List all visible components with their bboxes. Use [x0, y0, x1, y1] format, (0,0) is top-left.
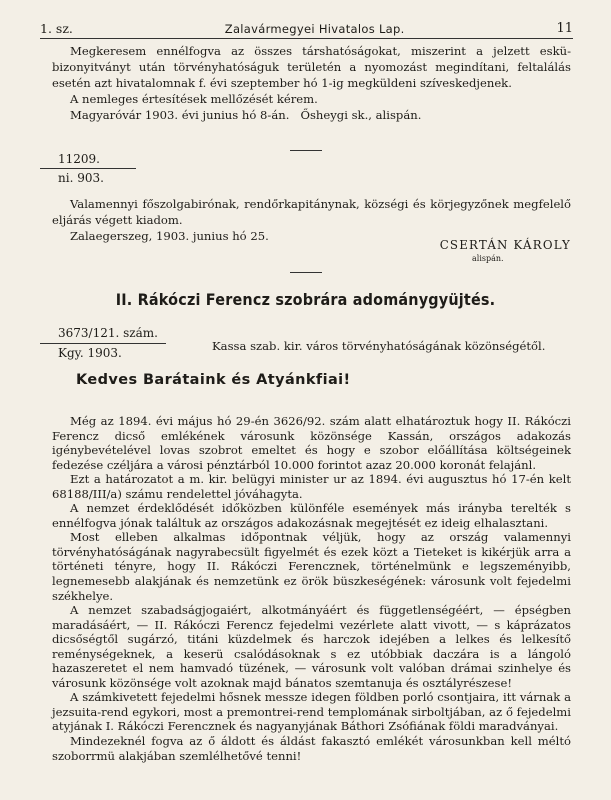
ref-rule — [40, 168, 136, 169]
top-letter-paragraph: A nemleges értesítések mellőzését kérem. — [70, 91, 318, 106]
separator-rule — [290, 272, 322, 273]
signature-title: alispán. — [472, 254, 504, 263]
section-ref-year: Kgy. 1903. — [58, 346, 122, 360]
issue-number: 1. sz. — [40, 21, 73, 36]
separator-rule — [290, 150, 322, 151]
body-paragraph: A nemzet érdeklődését időközben különféle események más irányba terelték s ennélfogva jónak találtuk az országos adakozásnak megejtését ez ideig elhalasztani. — [52, 501, 571, 530]
forward-ref-year: ni. 903. — [58, 171, 104, 185]
body-paragraph: A számkivetett fejedelmi hősnek messze idegen földben porló csontjaira, itt várnak a jezsuita-rend egykori, most a premontrei-rend templomának sirboltjában, az ő fejedelmi atyjának I. Rákóczi Ferencznek és nagyanyjának Báthori Zsófiának földi maradványai. — [52, 690, 571, 734]
ref-rule — [40, 343, 166, 344]
section-ref-number: 3673/121. szám. — [58, 326, 158, 340]
signature-name: CSERTÁN KÁROLY — [439, 238, 571, 252]
forward-note-paragraph: Valamennyi főszolgabirónak, rendőrkapitánynak, községi és körjegyzőnek megfelelő eljárás végett kiadom. — [52, 197, 571, 227]
page-header — [40, 14, 573, 39]
top-letter-paragraph: Megkeresem ennélfogva az összes társhatóságokat, miszerint a jelzett eskü-bizonyitványt után törvényhatóságuk területén a nyomozást megindítani, feltalálás esetén azt hivatalomnak f. évi szeptember hó 1-ig megküldeni szíveskedjenek. — [52, 44, 571, 90]
sender-line: Kassa szab. kir. város törvényhatóságának közönségétől. — [212, 339, 546, 353]
publication-title: Zalavármegyei Hivatalos Lap. — [224, 22, 405, 36]
section-title: II. Rákóczi Ferencz szobrára adománygyüjtés. — [115, 290, 496, 309]
salutation: Kedves Barátaink és Atyánkfiai! — [76, 372, 351, 388]
forward-ref-number: 11209. — [58, 152, 100, 166]
letter-body — [52, 414, 571, 763]
body-paragraph: Most elleben alkalmas időpontnak véljük, hogy az ország valamennyi törvényhatóságának nagyrabecsült figyelmét és ezek közt a Tieteket is kikérjük arra a történeti tényre, hogy II. Rákóczi Ferencznek, történelmünk e legszeményibb, legnemesebb alakjának és nemzetünk ez örök büszkeségének: városunk volt fejedelmi székhelye. — [52, 530, 571, 603]
body-paragraph: A nemzet szabadságjogaiért, alkotmányáért és függetlenségéért, — épségben maradásáért, — II. Rákóczi Ferencz fejedelmi vezérlete alatt vivott, — s káprázatos dicsőségtől sugárzó, titáni küzdelmek és harczok idejében a lelkes és lelkesítő reménységeknek, a keserü csalódásoknak s ez utóbbiak daczára is a lángoló hazaszeretet el nem hamvadó tüzének, — városunk volt valóban drámai szinhelye és városunk közönsége volt azoknak majd bánatos szemtanuja és osztályrészese! — [52, 603, 571, 690]
page-number: 11 — [556, 21, 573, 36]
body-paragraph: Mindezeknél fogva az ő áldott és áldást fakasztó emlékét városunkban kell méltó szoborrmü alakjában szemlélhetővé tenni! — [52, 734, 571, 763]
top-letter — [52, 44, 571, 124]
top-letter-signoff: Magyaróvár 1903. évi junius hó 8-án. Ősheygi sk., alispán. — [70, 107, 422, 122]
forward-note-place-date: Zalaegerszeg, 1903. junius hó 25. — [70, 228, 269, 243]
body-paragraph: Még az 1894. évi május hó 29-én 3626/92. szám alatt elhatároztuk hogy II. Rákóczi Ferencz dicső emlékének városunk közönsége Kassán, országos adakozás igénybevételével lovas szobrot emeltet és hogy e szobor előállítása költségeinek fedezése czéljára a városi pénztárból 10.000 forintot azaz 20.000 koronát felajánl. — [52, 414, 571, 472]
body-paragraph: Ezt a határozatot a m. kir. belügyi minister ur az 1894. évi augusztus hó 17-én kelt 68188/III/a) számu rendelettel jóváhagyta. — [52, 472, 571, 501]
